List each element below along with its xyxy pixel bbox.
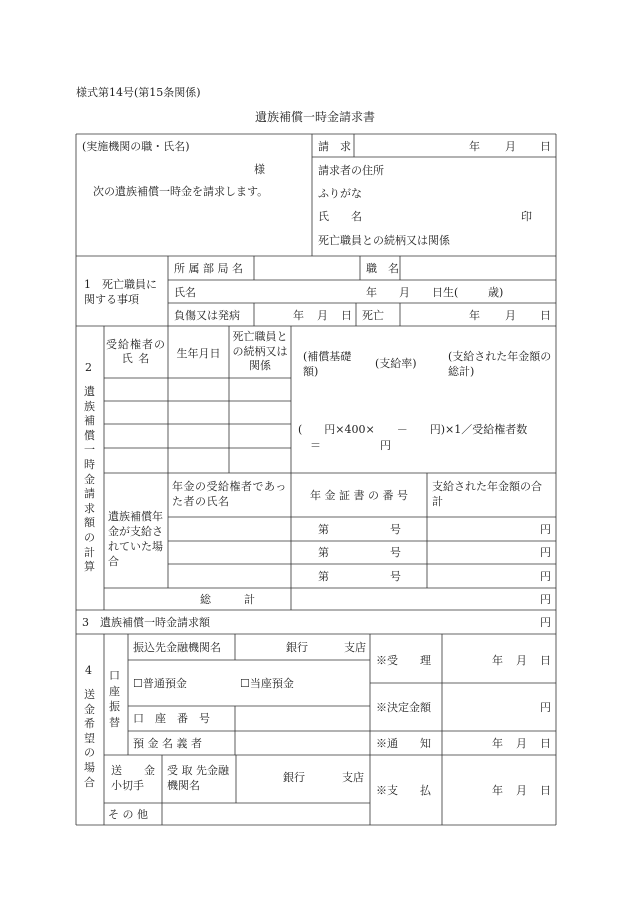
furigana-label: ふりがな [318,187,362,200]
seikyu-label: 請 求 [318,140,351,153]
col-paid-total: (支給された年金額の総計) [448,350,552,378]
birth-day: 日生( [432,286,459,299]
formula-equals: ＝ [310,439,321,452]
go-3: 号 [390,570,401,583]
death-month: 月 [505,309,516,322]
receiver-bank-branch: 支店 [342,771,364,784]
accept-year: 年 [492,654,503,667]
receiver-bank-bank: 銀行 [283,771,305,784]
pension-holder-label: 年金の受給権者であった者の氏名 [172,480,287,508]
col-relation: 死亡職員との続柄又は関係 [232,330,288,372]
claimant-address-label: 請求者の住所 [318,164,384,177]
receiver-bank-label: 受 取 先金融機関名 [167,764,229,792]
paid-total-label: 支給された年金額の合 計 [432,480,597,508]
other-label: そ の 他 [108,808,148,821]
request-text: 次の遺族補償一時金を請求します。 [93,185,269,198]
section1-label: 1 死亡職員に関する事項 [84,278,157,306]
remit-check-label: 送 金小切手 [111,764,155,792]
account-holder-label: 預 金 名 義 者 [133,737,202,750]
birth-month: 月 [399,286,410,299]
account-no-label: 口 座 番 号 [133,712,210,725]
payment-day: 日 [540,784,551,797]
grand-total-yen: 円 [540,593,551,606]
pension-case-label: 遺族補償年金が支給されていた場合 [108,510,163,568]
payment-month: 月 [516,784,527,797]
go-2: 号 [390,546,401,559]
dai-2: 第 [318,546,329,559]
accept-day: 日 [540,654,551,667]
payment-label: ※支 払 [376,784,431,797]
seal-label: 印 [521,210,532,223]
injury-month: 月 [317,309,328,322]
age-label: 歳) [488,286,504,299]
col-beneficiary-name: 受給権者の 氏 名 [106,338,166,365]
section3-label: 3 遺族補償一時金請求額 [82,616,210,629]
injury-label: 負傷又は発病 [174,309,240,322]
notice-label: ※通 知 [376,737,431,750]
position-label: 職 名 [366,262,399,275]
grand-total-label: 総 計 [200,593,255,606]
relation-label: 死亡職員との続柄又は関係 [318,234,450,247]
seikyu-day: 日 [540,140,551,153]
account-transfer-label: 口座振替 [109,669,120,729]
yen-3: 円 [540,570,551,583]
decided-amount-label: ※決定金額 [376,701,431,714]
injury-year: 年 [293,309,304,322]
notice-year: 年 [492,737,503,750]
formula-text: ( 円×400× － 円)×1／受給権者数 [298,423,528,436]
page-title: 遺族補償一時金請求書 [254,110,375,124]
section2-label: 遺族補償一時金請求額の計算 [84,385,95,574]
futsu-checkbox[interactable]: ☐普通預金 [133,677,187,690]
notice-day: 日 [540,737,551,750]
section3-yen: 円 [540,616,551,629]
death-year: 年 [469,309,480,322]
death-day: 日 [540,309,551,322]
dai-3: 第 [318,570,329,583]
section2-number: 2 [85,361,92,374]
accept-label: ※受 理 [376,654,431,667]
sama-label: 様 [254,163,265,176]
branch-label: 支店 [344,641,366,654]
bank-name-label: 振込先金融機関名 [133,641,221,654]
col-birth: 生年月日 [176,347,221,360]
yen-1: 円 [540,523,551,536]
go-1: 号 [390,523,401,536]
formula-yen: 円 [380,439,391,452]
notice-month: 月 [516,737,527,750]
cert-no-label: 年 金 証 書 の 番 号 [310,489,408,502]
death-label: 死亡 [362,309,384,322]
deceased-name-label: 氏名 [174,286,196,299]
birth-year: 年 [366,286,377,299]
dept-label: 所 属 部 局 名 [174,262,243,275]
col-rate: (支給率) [375,357,417,370]
toza-checkbox[interactable]: ☐当座預金 [240,677,294,690]
seikyu-month: 月 [505,140,516,153]
form-number: 様式第14号(第15条関係) [76,86,201,99]
dai-1: 第 [318,523,329,536]
yen-2: 円 [540,546,551,559]
col-base: (補償基礎額) [303,350,352,378]
section4-label: 送金希望の場合 [84,688,95,789]
section4-number: 4 [85,664,92,677]
agency-label: (実施機関の職・氏名) [82,140,190,153]
decided-amount-yen: 円 [540,701,551,714]
accept-month: 月 [516,654,527,667]
payment-year: 年 [492,784,503,797]
bank-label: 銀行 [286,641,308,654]
seikyu-year: 年 [469,140,480,153]
injury-day: 日 [341,309,352,322]
claimant-name-label: 氏 名 [318,210,362,223]
